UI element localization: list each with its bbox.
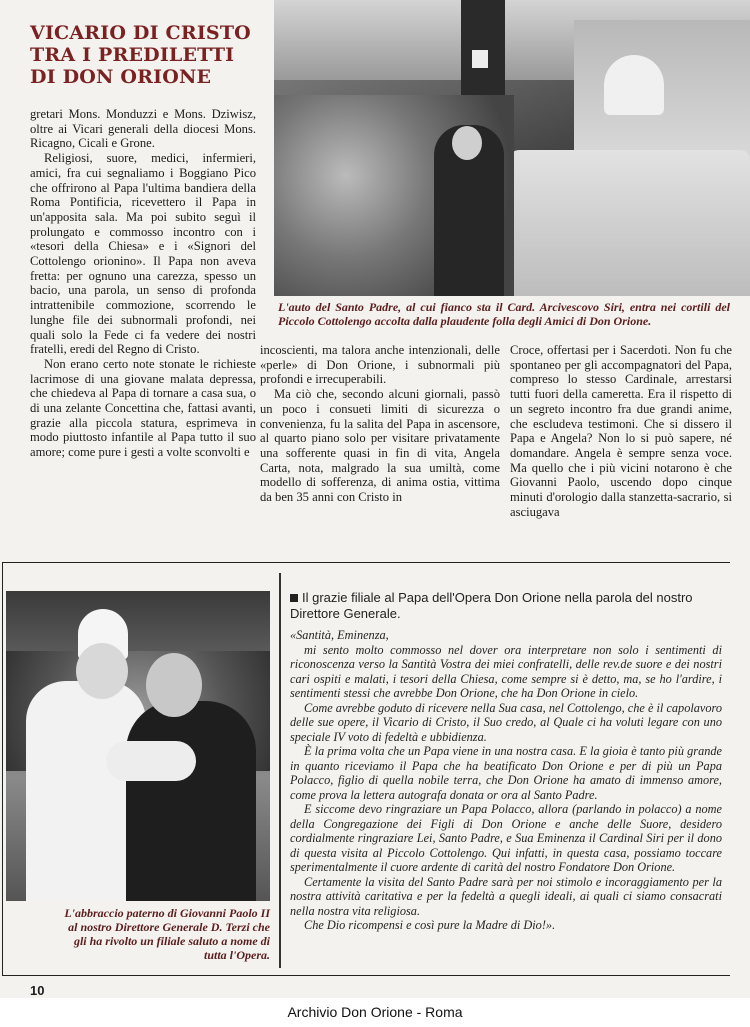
paragraph: Non erano certo note stonate le richieste lacrimose di una giovane malata depressa, che chiedeva al Papa di tornare a casa sua, o di una zelante Concettina che, fattasi avanti, grazie alla piccola statura, esprimeva in modo piuttosto infantile al Papa tutto il suo amore; come pure i gesti a volte sconvolti e xyxy=(30,356,256,460)
photo-caption-top: L'auto del Santo Padre, al cui fianco sta il Card. Arcivescovo Siri, entra nei cortili del Piccolo Cottolengo accolta dalla plaudente folla degli Amici di Don Orione. xyxy=(278,300,730,328)
paragraph: È la prima volta che un Papa viene in una nostra casa. E la gioia è tanto più grande in quanto riceviamo il Papa che ha beatificato Don Orione e per di più un Papa Polacco, figlio di quella nobile terra, che Don Orione ha amato di immenso amore, come prova la lettera autografa donata or ora al Santo Padre. xyxy=(290,744,722,802)
column-divider xyxy=(279,573,281,968)
paragraph: Croce, offertasi per i Sacerdoti. Non fu che spontaneo per gli accompagnatori del Papa, compreso lo stesso Cardinale, arrestarsi tutti fuori della cameretta. Era il rispetto di un segreto incontro fra due grandi anime, che escludeva testimoni. Che si dissero il Papa e Angela? Non lo si può sapere, né domandare. Angela è sempre senza voce. Ma quello che i più vicini notarono è che Giovanni Paolo, uscendo dopo cinque minuti d'orologio dalla stanzetta-sacrario, si asciugava xyxy=(510,343,732,519)
paragraph: mi sento molto commosso nel dover ora interpretare non solo i sentimenti di riconoscenza verso la Santità Vostra dei miei confratelli, delle rev.de suore e dei nostri cari ospiti e malati, i tesori della Chiesa, come sempre si è detto, ma, se ho l'ardire, i sentimenti stessi che avrebbe Don Orione, che ha Don Orione in cielo. xyxy=(290,642,722,700)
archive-footer: Archivio Don Orione - Roma xyxy=(287,1004,463,1020)
paragraph: Come avrebbe goduto di ricevere nella Sua casa, nel Cottolengo, che è il capolavoro delle sue opere, il Vicario di Cristo, il Suo credo, al Quale ci ha voluti legare con uno speciale IV voto di fedeltà e ubbidienza. xyxy=(290,700,722,744)
paragraph: Certamente la visita del Santo Padre sarà per noi stimolo e incoraggiamento per la nostra attività caritativa e per la fedeltà a quegli ideali, ai quali ci siamo consacrati nella nostra vita religiosa. xyxy=(290,874,722,918)
photo-pope-embrace xyxy=(6,591,270,901)
salutation: «Santità, Eminenza, xyxy=(290,628,389,642)
photo-caption-bottom: L'abbraccio paterno di Giovanni Paolo II al nostro Direttore Generale D. Terzi che gli ha rivolto un filiale saluto a nome di tutta l'Opera. xyxy=(64,906,270,962)
square-bullet-icon xyxy=(290,594,298,602)
photo-papal-car-crowd xyxy=(274,0,750,296)
speech-text xyxy=(290,628,722,933)
paragraph: gretari Mons. Monduzzi e Mons. Dziwisz, oltre ai Vicari generali della diocesi Mons. Ricagno, Cicali e Grone. xyxy=(30,107,256,151)
paragraph: Ma ciò che, secondo alcuni giornali, passò un poco i consueti limiti di sicurezza o convenienza, fu la salita del Papa in ascensore, al quarto piano solo per visitare privatamente una sofferente quasi in fin di vita, Angela Carta, nota, malgrado la sua umiltà, come modello di sofferenza, di anima ostia, vittima da ben 35 anni con Cristo in xyxy=(260,387,500,505)
article-column-2 xyxy=(260,343,500,505)
article-column-1 xyxy=(30,107,256,460)
page-title: VICARIO DI CRISTO TRA I PREDILETTI DI DON ORIONE xyxy=(30,22,251,88)
page-number: 10 xyxy=(30,983,45,998)
section-heading: Il grazie filiale al Papa dell'Opera Don Orione nella parola del nostro Direttore Generale. xyxy=(290,590,693,621)
paragraph: Religiosi, suore, medici, infermieri, amici, fra cui segnaliamo i Boggiano Pico che offrirono al Papa l'ultima bandiera della Roma Pontificia, ricevettero il Papa in un'apposita sala. Ma poi subito seguì il prolungato e commosso incontro con i «tesori della Chiesa» e i «Signori del Cottolengo orionino». Il Papa non aveva fretta: per ognuno una carezza, spesso un bacio, una parola, un senso di profonda intrattenibile commozione, scorrendo le lunghe file dei subnormali profondi, nei quali solo la Fede ci fa vedere dei nostri fratelli, eredi del Regno di Cristo. xyxy=(30,151,256,357)
paragraph: incoscienti, ma talora anche intenzionali, delle «perle» di Don Orione, i subnormali più profondi e irrecuperabili. xyxy=(260,343,500,387)
paragraph: E siccome devo ringraziare un Papa Polacco, allora (parlando in polacco) a nome della Congregazione dei Figli di Don Orione e anche delle Suore, desidero cordialmente ringraziare Lei, Santo Padre, e Sua Eminenza il Cardinal Siri per il dono di questa visita al Piccolo Cottolengo. Qui infatti, in questa casa, possiamo toccare sperimentalmente il cuore ardente di carità del nostro Fondatore Don Orione. xyxy=(290,802,722,874)
paragraph: Che Dio ricompensi e così pure la Madre di Dio!». xyxy=(304,918,556,932)
article-column-3 xyxy=(510,343,732,519)
